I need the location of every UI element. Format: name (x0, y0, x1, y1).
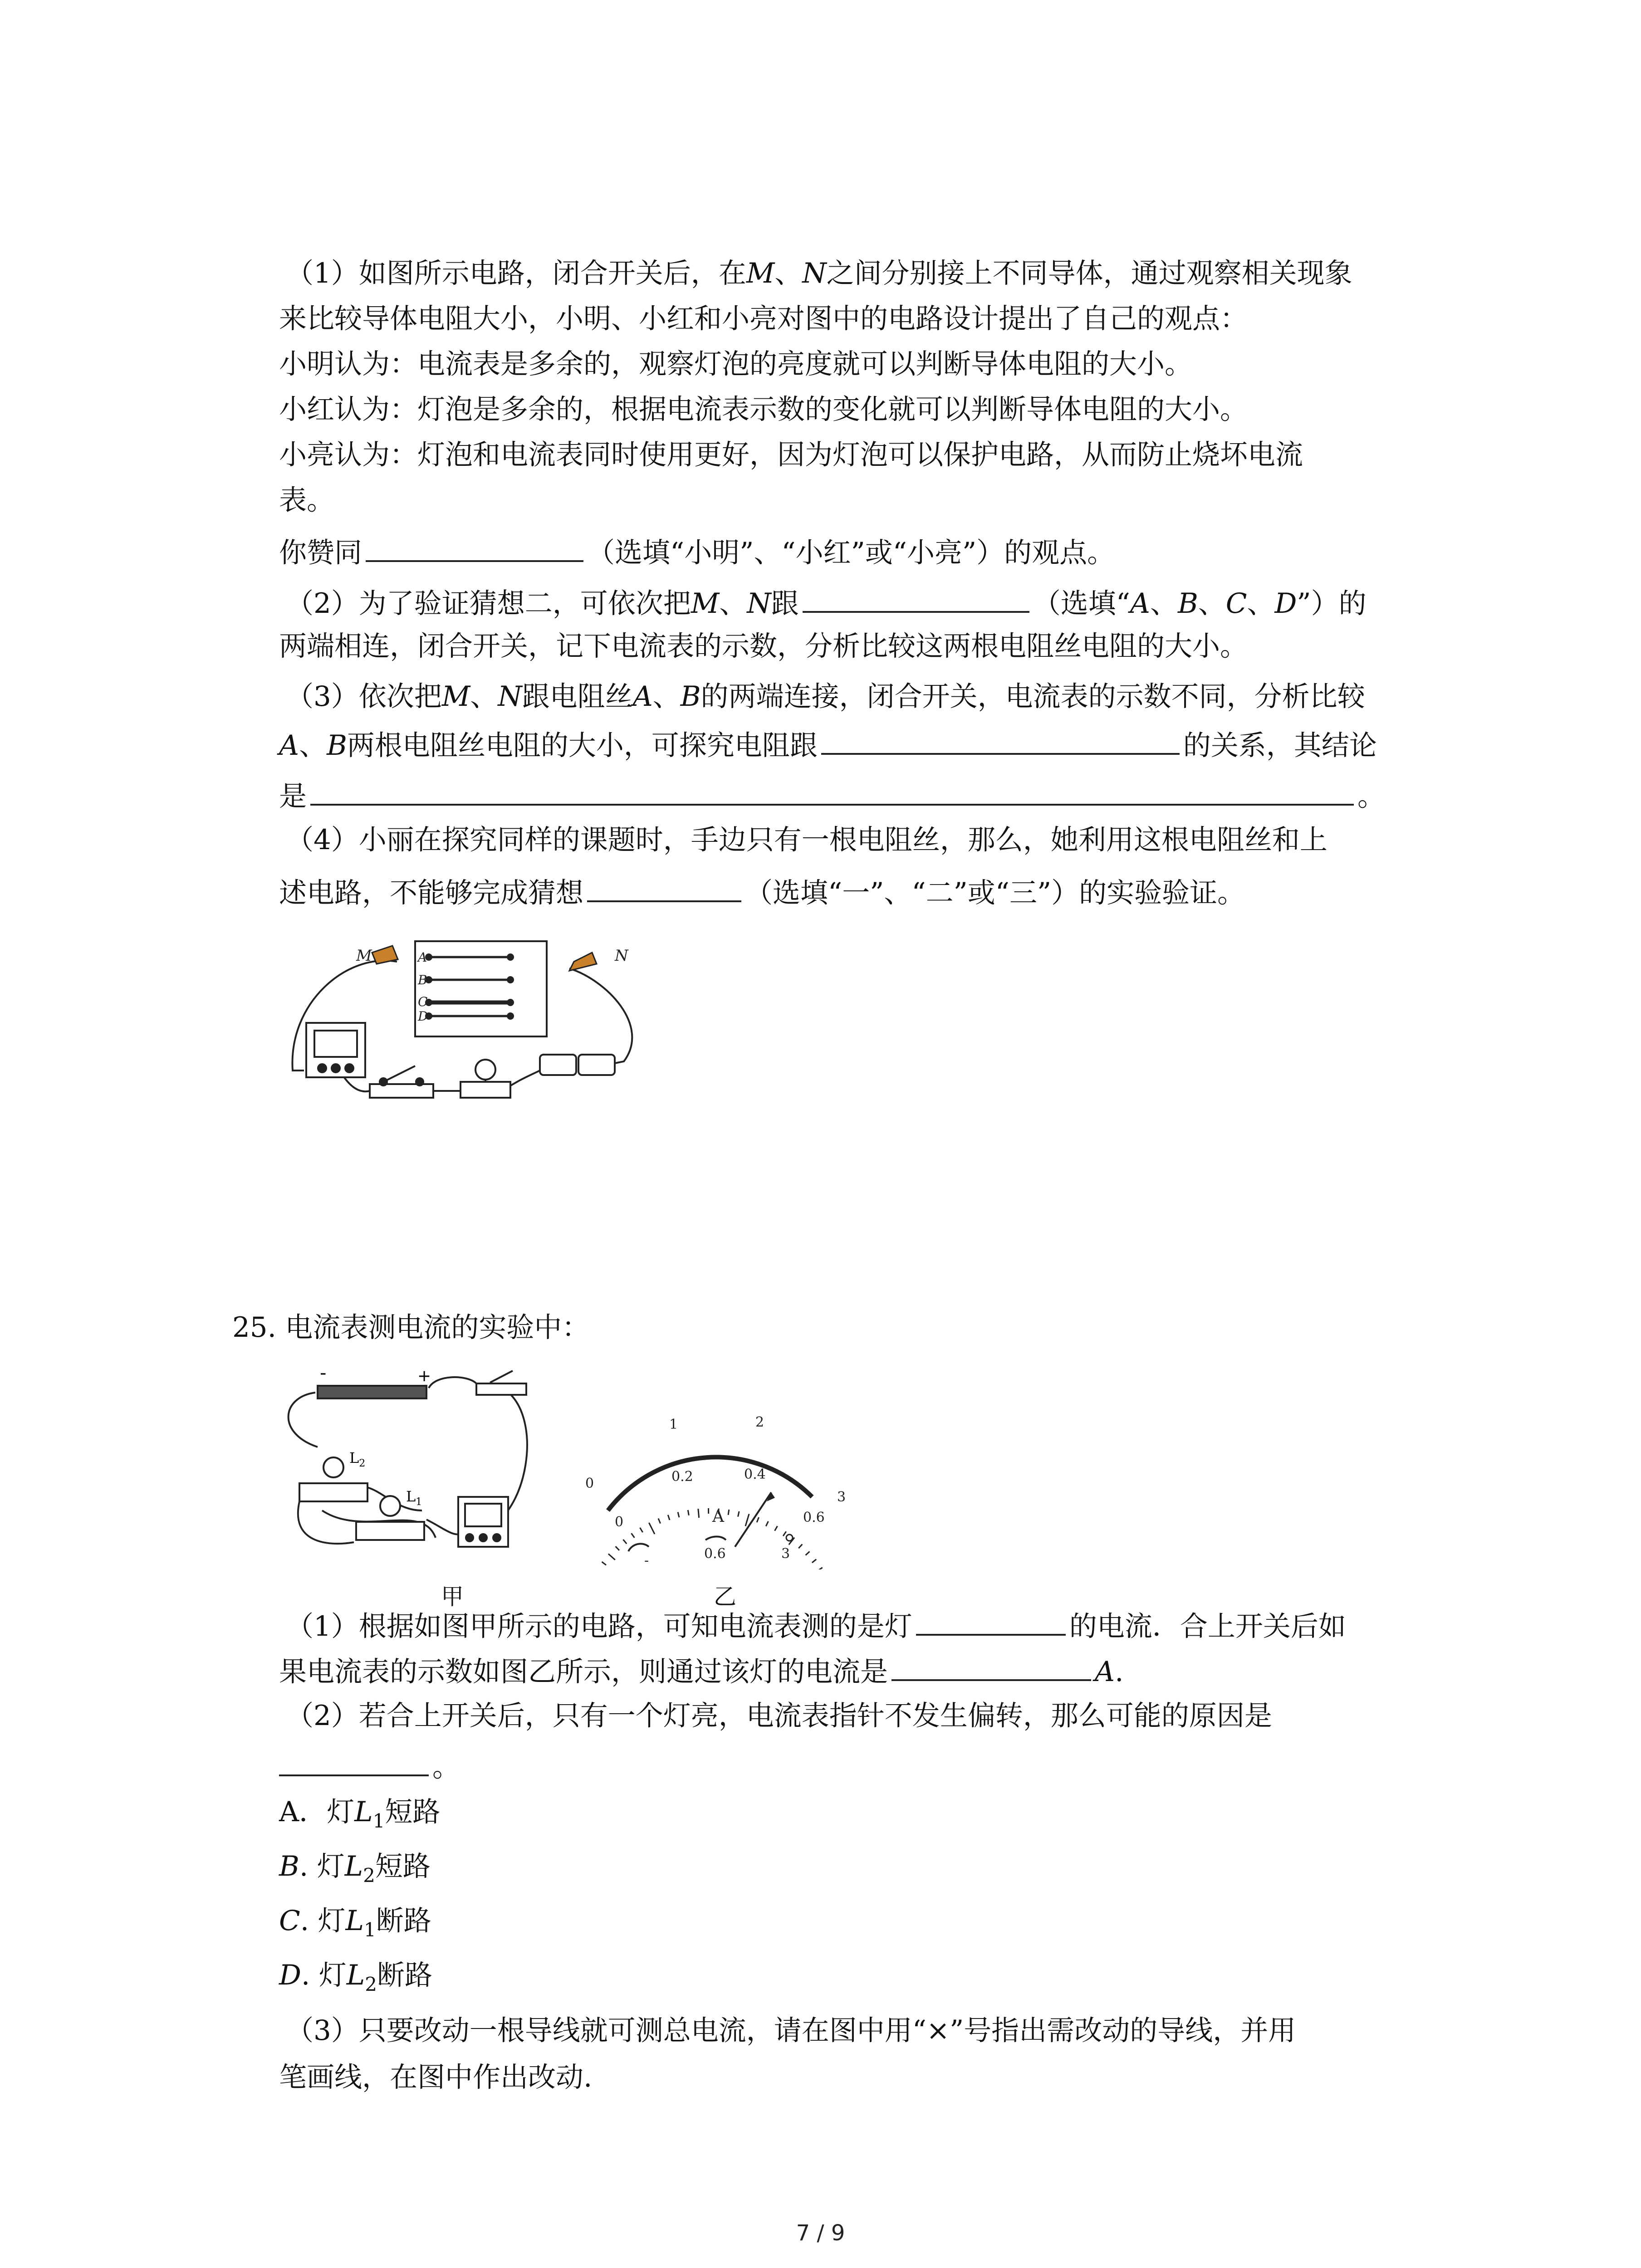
dial-tick (602, 1562, 606, 1565)
q24-p4-line2: 述电路，不能够完成猜想 （选填“一”、“二”或“三”）的实验验证。 (279, 872, 1245, 911)
answer-blank-p2[interactable] (803, 583, 1029, 613)
q24-p4-line1: （4）小丽在探究同样的课题时，手边只有一根电阻丝，那么，她利用这根电阻丝和上 (286, 824, 1327, 856)
caption-jia: 甲 (441, 1584, 464, 1610)
bottom-scale-0: 0 (615, 1514, 624, 1530)
q25-option-d: D. 灯$L_2$断路 (279, 1959, 432, 1995)
dial-tick (608, 1554, 615, 1560)
q25-p1-line2: 果电流表的示数如图乙所示，则通过该灯的电流是 A. (279, 1651, 1123, 1690)
terminal-3: 3 (781, 1546, 790, 1562)
label-L1: $L_1$ (406, 1488, 422, 1508)
q25-option-b: B. 灯$L_2$短路 (279, 1850, 431, 1887)
answer-blank-which-lamp[interactable] (916, 1606, 1066, 1636)
top-scale-2: 2 (755, 1414, 764, 1430)
switch (476, 1371, 526, 1395)
resistance-board (415, 941, 547, 1036)
top-scale-1: 1 (669, 1417, 678, 1432)
switch (370, 1066, 433, 1098)
bottom-scale-04: 0.4 (744, 1466, 766, 1482)
answer-blank-current[interactable] (892, 1651, 1091, 1681)
wire-battery-L2 (289, 1393, 318, 1447)
dial-tick (658, 1519, 661, 1524)
answer-blank-agree[interactable] (366, 532, 583, 562)
dial-tick (818, 1568, 823, 1569)
q24-xiaoliang-1: 小亮认为：灯泡和电流表同时使用更好，因为灯泡可以保护电路，从而防止烧坏电流 (279, 439, 1303, 471)
q25-option-a: A．灯$L_1$短路 (279, 1796, 441, 1832)
dial-tick (668, 1515, 670, 1520)
q24-p3-line3: 是 。 (279, 776, 1385, 815)
dial-tick (766, 1521, 768, 1526)
meter-unit: A (712, 1507, 724, 1526)
q24-p1-line2: 来比较导体电阻大小，小明、小红和小亮对图中的电路设计提出了自己的观点： (279, 303, 1248, 335)
wire-right (569, 968, 632, 1064)
dial-tick (698, 1509, 699, 1518)
label-B: B (418, 973, 427, 987)
battery (318, 1386, 426, 1398)
dial-tick (783, 1531, 786, 1536)
q24-circuit-figure (279, 934, 651, 1111)
wire-battery-switch (429, 1377, 476, 1388)
battery-pack (540, 1055, 615, 1075)
dial-tick (812, 1559, 816, 1563)
pointer-needle (735, 1492, 771, 1547)
q25-circuit-jia (272, 1365, 558, 1574)
q25-option-c: C. 灯$L_1$断路 (279, 1905, 431, 1941)
q24-p1-line1: （1）如图所示电路，闭合开关后，在M、N之间分别接上不同导体，通过观察相关现象 (286, 257, 1352, 289)
bulb (460, 1060, 510, 1098)
bottom-scale-02: 0.2 (671, 1469, 693, 1485)
dial-tick (806, 1551, 810, 1555)
dial-tick (649, 1523, 655, 1534)
q24-p3-line2: A、B两根电阻丝电阻的大小，可探究电阻跟 的关系，其结论 (279, 725, 1377, 764)
clip-N (569, 953, 597, 971)
label-M: M (356, 947, 372, 965)
label-L2: $L_2$ (349, 1449, 366, 1469)
dial-tick (623, 1540, 627, 1544)
dial-tick (798, 1544, 802, 1548)
q24-xiaoming: 小明认为：电流表是多余的，观察灯泡的亮度就可以判断导体电阻的大小。 (279, 348, 1193, 380)
label-A: A (418, 950, 427, 965)
dial-arc (608, 1457, 812, 1510)
dial-tick (616, 1546, 619, 1550)
dial-tick (678, 1512, 679, 1517)
ammeter (458, 1497, 508, 1547)
top-scale-3: 3 (837, 1489, 846, 1505)
q25-p3-line2: 笔画线，在图中作出改动. (279, 2061, 593, 2093)
q24-p2-line2: 两端相连，闭合开关，记下电流表的示数，分析比较这两根电阻丝电阻的大小。 (279, 630, 1248, 662)
dial-tick (738, 1511, 740, 1517)
answer-blank-p3-conclusion[interactable] (310, 776, 1354, 806)
dial-tick (775, 1526, 778, 1530)
dial-tick (728, 1510, 729, 1515)
bottom-scale-06: 0.6 (803, 1510, 825, 1525)
dial-tick (757, 1517, 759, 1522)
page-number: 7 / 9 (796, 2220, 845, 2246)
answer-blank-p4[interactable] (587, 872, 741, 902)
caption-yi: 乙 (714, 1584, 736, 1610)
q25-p2-line1: （2）若合上开关后，只有一个灯亮，电流表指针不发生偏转，那么可能的原因是 (286, 1700, 1272, 1732)
q24-p2-line1: （2）为了验证猜想二，可依次把M、N跟 （选填“A、B、C、D”）的 (286, 583, 1367, 622)
q24-agree-line: 你赞同 （选填“小明”、“小红”或“小亮”）的观点。 (279, 532, 1115, 571)
q25-title: 25. 电流表测电流的实验中： (232, 1311, 590, 1344)
label-D: D (418, 1009, 428, 1024)
q25-p1-line1: （1）根据如图甲所示的电路，可知电流表测的是灯 的电流．合上开关后如 (286, 1606, 1346, 1645)
terminal-minus: - (644, 1553, 649, 1569)
dial-tick (632, 1533, 635, 1538)
q24-p3-line1: （3）依次把M、N跟电阻丝A、B的两端连接，闭合开关，电流表的示数不同，分析比较 (286, 680, 1365, 713)
label-N: N (615, 947, 628, 965)
wire-L2-L1-left (298, 1501, 354, 1544)
battery-minus: - (320, 1365, 327, 1383)
answer-blank-reason[interactable] (279, 1746, 429, 1776)
q25-p2-line2: 。 (279, 1746, 460, 1785)
dial-tick (745, 1514, 749, 1526)
dial-tick (640, 1528, 642, 1532)
label-C: C (418, 994, 428, 1009)
terminal-06: 0.6 (704, 1546, 726, 1562)
ammeter (306, 1023, 365, 1077)
q25-meter-yi (576, 1383, 867, 1569)
q25-p3-line1: （3）只要改动一根导线就可测总电流，请在图中用“×”号指出需改动的导线，并用 (286, 2014, 1296, 2047)
answer-blank-p3-factor[interactable] (821, 725, 1180, 755)
dial-tick (688, 1510, 689, 1515)
battery-plus: + (417, 1367, 431, 1385)
top-scale-0: 0 (585, 1476, 594, 1491)
q24-xiaohong: 小红认为：灯泡是多余的，根据电流表示数的变化就可以判断导体电阻的大小。 (279, 393, 1248, 425)
q24-xiaoliang-2: 表。 (279, 484, 335, 516)
